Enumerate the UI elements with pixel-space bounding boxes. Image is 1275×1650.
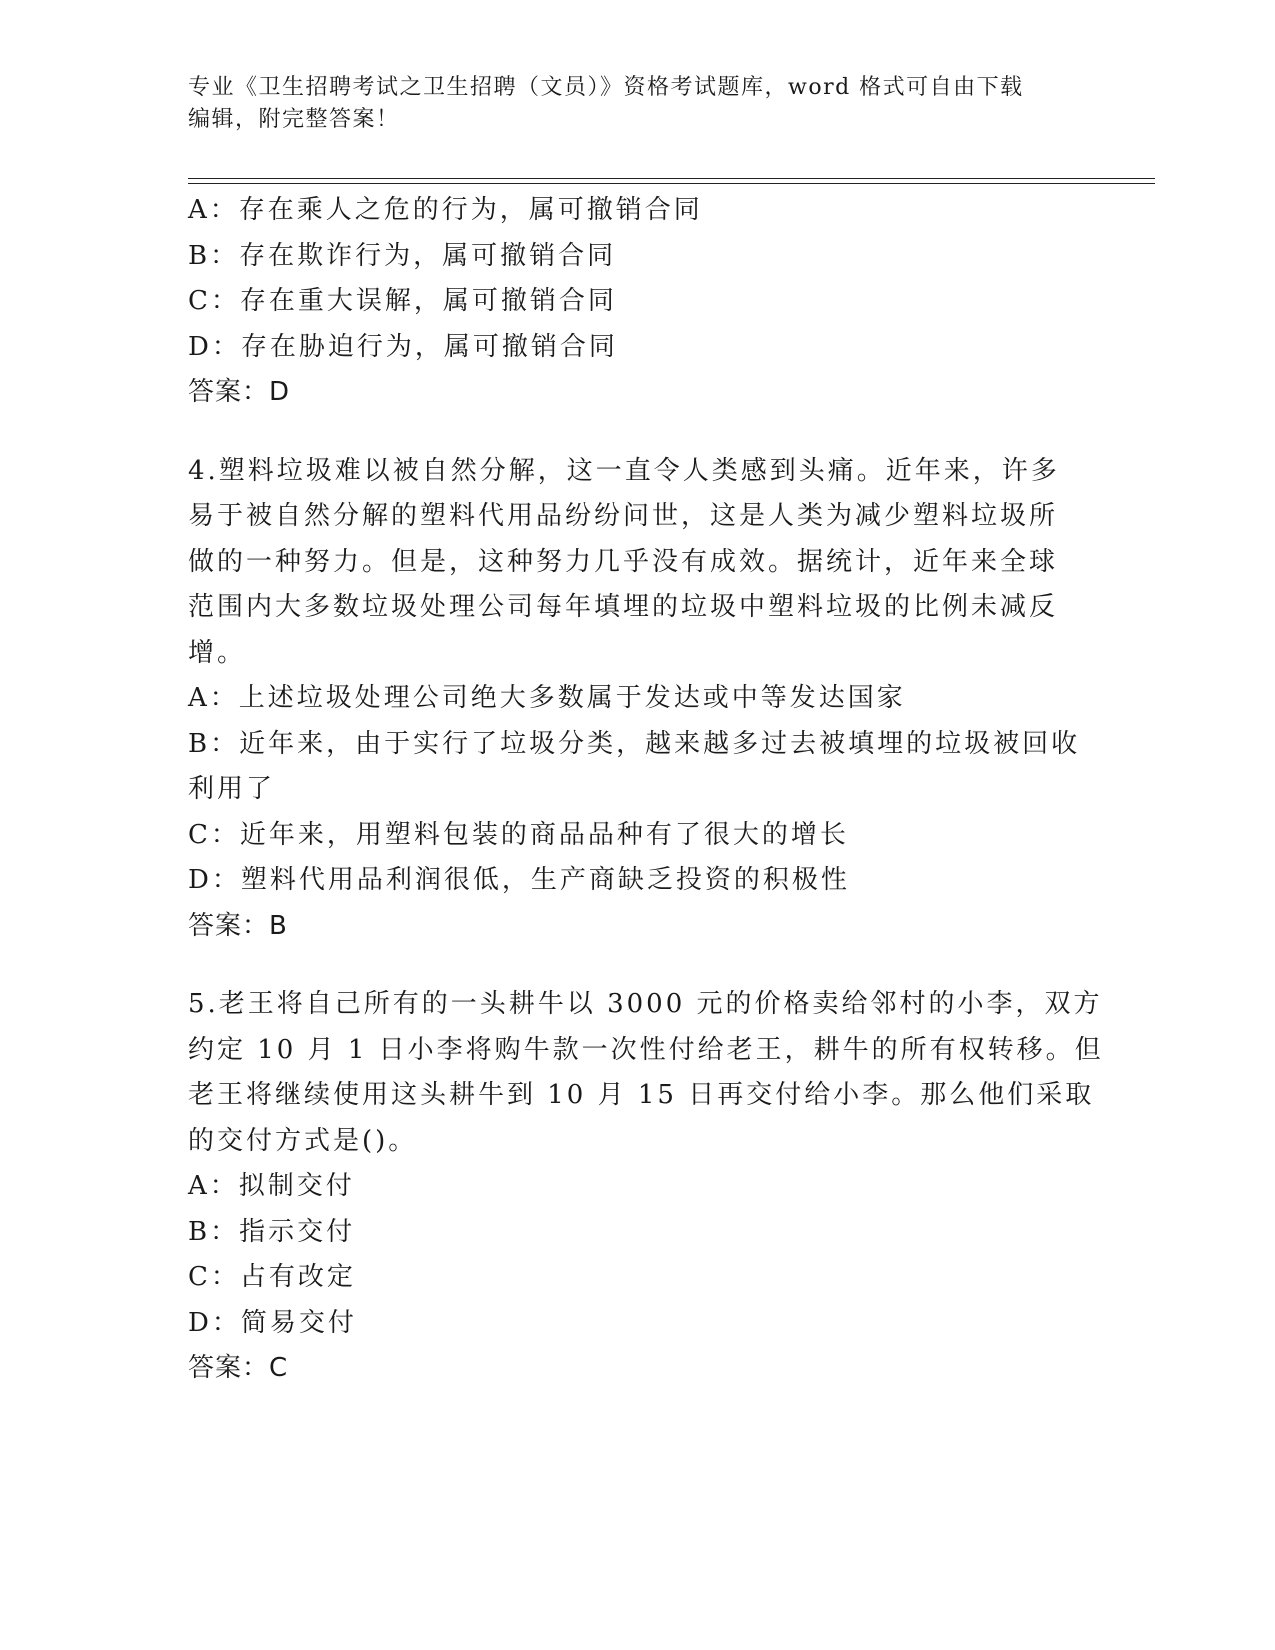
header-line-1: 专业《卫生招聘考试之卫生招聘（文员）》资格考试题库，word 格式可自由下载	[188, 75, 1024, 100]
question-stem-line: 做的一种努力。但是，这种努力几乎没有成效。据统计，近年来全球	[188, 546, 1059, 577]
question-stem-line: 增。	[188, 637, 247, 668]
document-header	[188, 72, 1068, 136]
spacer	[188, 949, 1078, 982]
question-3	[188, 188, 1078, 416]
question-stem-line: 的交付方式是()。	[188, 1125, 418, 1156]
option-b: B：存在欺诈行为，属可撤销合同	[188, 240, 617, 271]
option-d: D：存在胁迫行为，属可撤销合同	[188, 331, 618, 362]
option-b: B：指示交付	[188, 1216, 356, 1247]
header-line-2: 编辑，附完整答案！	[188, 107, 400, 132]
option-a: A：拟制交付	[188, 1171, 355, 1201]
question-stem-line: 易于被自然分解的塑料代用品纷纷问世，这是人类为减少塑料垃圾所	[188, 501, 1059, 531]
option-b: B：近年来，由于实行了垃圾分类，越来越多过去被填埋的垃圾被回收	[188, 728, 1081, 759]
question-stem-line: 约定 10 月 1 日小李将购牛款一次性付给老王，耕牛的所有权转移。但	[188, 1034, 1104, 1065]
question-stem-line: 4.塑料垃圾难以被自然分解，这一直令人类感到头痛。近年来，许多	[188, 455, 1060, 486]
question-stem-line: 老王将继续使用这头耕牛到 10 月 15 日再交付给小李。那么他们采取	[188, 1080, 1095, 1110]
option-d: D：塑料代用品利润很低，生产商缺乏投资的积极性	[188, 865, 850, 895]
answer-line: 答案：C	[188, 1353, 289, 1383]
document-body	[188, 188, 1104, 1392]
header-rule-top	[188, 178, 1155, 179]
option-c: C：近年来，用塑料包装的商品品种有了很大的增长	[188, 819, 849, 850]
question-stem-line: 5.老王将自己所有的一头耕牛以 3000 元的价格卖给邻村的小李，双方	[188, 989, 1103, 1019]
spacer	[188, 416, 1078, 449]
header-rule-bottom	[188, 183, 1155, 184]
question-5	[188, 982, 1104, 1392]
question-stem-line: 范围内大多数垃圾处理公司每年填埋的垃圾中塑料垃圾的比例未减反	[188, 592, 1059, 622]
answer-line: 答案：B	[188, 910, 288, 941]
option-a: A：上述垃圾处理公司绝大多数属于发达或中等发达国家	[188, 683, 906, 713]
answer-line: 答案：D	[188, 377, 291, 407]
option-a: A：存在乘人之危的行为，属可撤销合同	[188, 195, 703, 225]
question-4	[188, 449, 1081, 950]
option-c: C：存在重大误解，属可撤销合同	[188, 286, 617, 316]
option-c: C：占有改定	[188, 1262, 356, 1292]
option-b-continued: 利用了	[188, 774, 276, 804]
option-d: D：简易交付	[188, 1307, 357, 1338]
